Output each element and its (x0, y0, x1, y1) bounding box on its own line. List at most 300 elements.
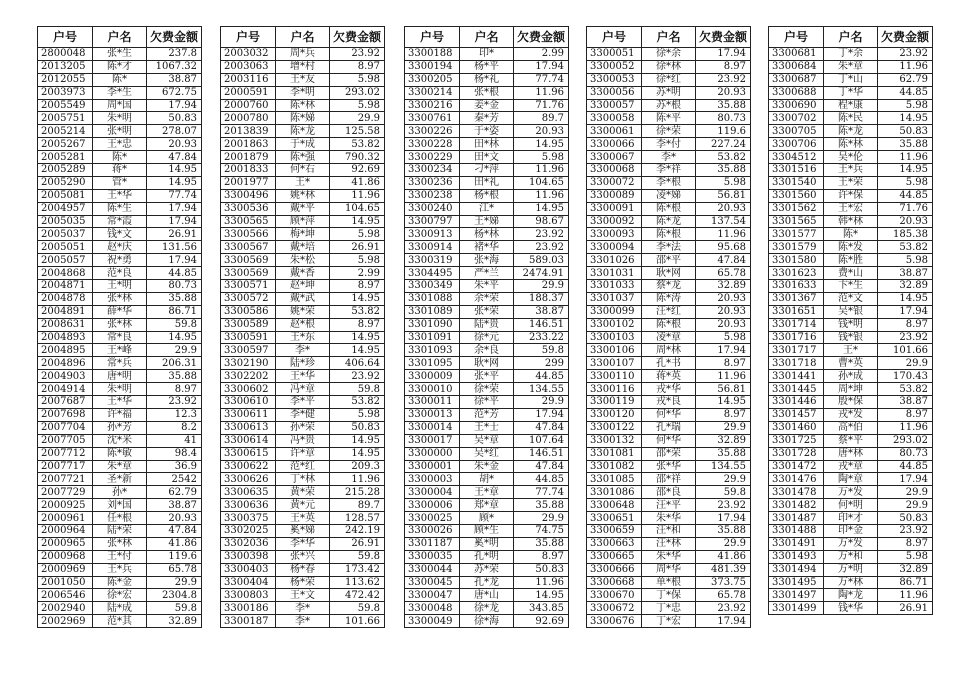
arrears-amount-cell: 71.76 (878, 202, 933, 215)
account-name-cell: 王*兵 (93, 563, 147, 576)
account-name-cell: 陈*根 (642, 228, 696, 241)
account-number-cell: 3300349 (405, 280, 460, 293)
account-name-cell: 薛*华 (93, 305, 147, 318)
arrears-amount-cell: 80.73 (147, 280, 202, 293)
arrears-amount-cell: 17.94 (147, 254, 202, 267)
arrears-amount-cell: 5.98 (330, 408, 385, 421)
account-name-cell: 余*荣 (460, 292, 514, 305)
account-number-cell: 2005281 (38, 151, 93, 164)
account-number-cell: 3300688 (769, 86, 824, 99)
arrears-amount-cell: 98.4 (147, 447, 202, 460)
table-row (405, 550, 569, 563)
account-name-cell: 奚*娣 (276, 524, 330, 537)
account-number-cell: 3301090 (405, 318, 460, 331)
account-name-cell: 陈* (93, 73, 147, 86)
account-name-cell: 李*平 (276, 396, 330, 409)
table-row (587, 408, 751, 421)
account-number-cell: 3301495 (769, 576, 824, 589)
table-row (221, 499, 385, 512)
account-name-cell: 何*右 (276, 164, 330, 177)
table-row (221, 602, 385, 615)
table-row (221, 331, 385, 344)
account-number-cell: 3300009 (405, 370, 460, 383)
account-number-cell: 3300403 (221, 563, 276, 576)
table-row (769, 447, 933, 460)
account-number-cell: 2002969 (38, 615, 93, 628)
account-name-cell: 王*华 (93, 396, 147, 409)
arrears-amount-cell: 14.95 (878, 164, 933, 177)
account-name-cell: 顾*萍 (276, 215, 330, 228)
arrears-amount-cell: 14.95 (330, 331, 385, 344)
account-number-cell: 2003116 (221, 73, 276, 86)
table-row (221, 99, 385, 112)
account-name-cell: 胡* (460, 473, 514, 486)
arrears-amount-cell: 173.42 (330, 563, 385, 576)
account-name-cell: 耿*网 (642, 267, 696, 280)
account-number-cell: 3300659 (587, 524, 642, 537)
arrears-amount-cell: 59.8 (514, 344, 569, 357)
account-name-cell: 高*伯 (824, 421, 878, 434)
table-row (38, 602, 202, 615)
arrears-amount-cell: 17.94 (147, 202, 202, 215)
arrears-amount-cell: 8.97 (330, 280, 385, 293)
account-number-cell: 3301580 (769, 254, 824, 267)
arrears-amount-cell: 5.98 (878, 99, 933, 112)
table-row (38, 615, 202, 628)
table-row (405, 383, 569, 396)
account-name-cell: 冯*贵 (276, 434, 330, 447)
account-name-cell: 徐*荣 (460, 383, 514, 396)
account-number-cell: 3300011 (405, 396, 460, 409)
account-name-cell: 张*林 (93, 537, 147, 550)
table-row (769, 602, 933, 615)
arrears-amount-cell: 589.03 (514, 254, 569, 267)
table-row (38, 60, 202, 73)
account-number-cell: 3300914 (405, 241, 460, 254)
arrears-amount-cell: 14.95 (514, 138, 569, 151)
arrears-amount-cell: 5.98 (330, 228, 385, 241)
account-number-cell: 3301623 (769, 267, 824, 280)
account-number-cell: 3301540 (769, 176, 824, 189)
account-name-cell: 冯*章 (276, 383, 330, 396)
account-name-cell: 钱*明 (824, 318, 878, 331)
table-row (587, 576, 751, 589)
arrears-amount-cell: 5.98 (696, 176, 751, 189)
account-name-cell: 印*才 (824, 512, 878, 525)
account-number-cell: 3300496 (221, 189, 276, 202)
account-name-cell: 汪*和 (642, 524, 696, 537)
arrears-amount-cell: 119.6 (147, 550, 202, 563)
account-name-cell: 徐*平 (460, 396, 514, 409)
account-name-cell: 周*国 (93, 99, 147, 112)
account-number-cell: 2004893 (38, 331, 93, 344)
table-row (38, 254, 202, 267)
table-row (405, 86, 569, 99)
account-number-cell: 3301579 (769, 241, 824, 254)
account-name-cell: 邵*祥 (642, 473, 696, 486)
arrears-amount-cell: 89.7 (514, 112, 569, 125)
account-name-cell: 李*根 (642, 176, 696, 189)
account-name-cell: 朱*华 (642, 512, 696, 525)
account-number-cell: 3301095 (405, 357, 460, 370)
account-number-cell: 2004891 (38, 305, 93, 318)
account-name-cell: 吴*章 (460, 434, 514, 447)
account-name-cell: 苏*荣 (460, 563, 514, 576)
arrears-amount-cell: 32.89 (696, 280, 751, 293)
arrears-amount-cell: 2304.8 (147, 589, 202, 602)
account-number-cell: 3300094 (587, 241, 642, 254)
account-name-cell: 李*生 (93, 86, 147, 99)
arrears-amount-cell: 56.81 (696, 189, 751, 202)
account-name-cell: 田*林 (460, 138, 514, 151)
account-name-cell: 赵*根 (276, 318, 330, 331)
account-number-cell: 3300705 (769, 125, 824, 138)
arrears-amount-cell: 77.74 (147, 189, 202, 202)
account-number-cell: 3301714 (769, 318, 824, 331)
account-number-cell: 2000780 (221, 112, 276, 125)
account-number-cell: 3301565 (769, 215, 824, 228)
account-name-cell: 增*村 (276, 60, 330, 73)
account-number-cell: 3300761 (405, 112, 460, 125)
account-name-cell: 陈*才 (93, 60, 147, 73)
arrears-amount-cell: 41 (147, 434, 202, 447)
account-name-cell: 张*华 (642, 460, 696, 473)
account-name-cell: 李* (642, 151, 696, 164)
account-name-cell: 张*兴 (276, 550, 330, 563)
account-name-cell: 王*宏 (824, 202, 878, 215)
table-row (587, 60, 751, 73)
account-number-cell: 3300635 (221, 486, 276, 499)
table-row (221, 473, 385, 486)
table-row (221, 383, 385, 396)
account-number-cell: 2008631 (38, 318, 93, 331)
account-number-cell: 3300565 (221, 215, 276, 228)
account-number-cell: 3300053 (587, 73, 642, 86)
account-name-cell: 周*坤 (824, 383, 878, 396)
account-name-cell: 王*兵 (824, 164, 878, 177)
arrears-amount-cell: 44.85 (878, 460, 933, 473)
arrears-amount-cell: 29.9 (147, 344, 202, 357)
account-number-cell: 3301478 (769, 486, 824, 499)
account-name-cell: 朱*章 (93, 460, 147, 473)
account-number-cell: 3300234 (405, 164, 460, 177)
account-name-cell: 田*礼 (460, 176, 514, 189)
account-number-cell: 3300666 (587, 563, 642, 576)
table-row (769, 215, 933, 228)
table-row (769, 176, 933, 189)
table-row (587, 473, 751, 486)
table-row (38, 563, 202, 576)
account-number-cell: 3300572 (221, 292, 276, 305)
account-name-cell: 顾* (460, 512, 514, 525)
table-row (769, 125, 933, 138)
account-number-cell: 3304512 (769, 151, 824, 164)
arrears-table-5 (768, 26, 933, 615)
account-name-cell: 卞*生 (824, 280, 878, 293)
table-row (587, 112, 751, 125)
account-number-cell: 3300103 (587, 331, 642, 344)
table-row (221, 421, 385, 434)
account-number-cell: 2005037 (38, 228, 93, 241)
account-name-cell: 李* (276, 615, 330, 628)
account-name-cell: 王*士 (460, 421, 514, 434)
account-name-cell: 陈*敏 (93, 447, 147, 460)
arrears-amount-cell: 35.88 (696, 447, 751, 460)
account-number-cell: 3300049 (405, 615, 460, 628)
account-name-cell: 唐*林 (824, 447, 878, 460)
arrears-amount-cell: 188.37 (514, 292, 569, 305)
table-row (769, 99, 933, 112)
table-row (38, 447, 202, 460)
table-row (587, 176, 751, 189)
table-row (769, 357, 933, 370)
arrears-table-3 (404, 26, 569, 628)
table-row (769, 473, 933, 486)
account-name-cell: 褚*华 (460, 241, 514, 254)
arrears-amount-cell: 14.95 (878, 112, 933, 125)
account-name-cell: 朱*平 (460, 280, 514, 293)
account-number-cell: 3300052 (587, 60, 642, 73)
arrears-amount-cell: 20.93 (878, 215, 933, 228)
table-row (221, 370, 385, 383)
table-row (587, 447, 751, 460)
table-row (38, 408, 202, 421)
account-name-cell: 刘*国 (93, 499, 147, 512)
table-row (587, 292, 751, 305)
arrears-amount-cell: 299 (514, 357, 569, 370)
account-number-cell: 3300061 (587, 125, 642, 138)
table-row (38, 486, 202, 499)
table-row (38, 176, 202, 189)
account-number-cell: 3300566 (221, 228, 276, 241)
table-row (587, 357, 751, 370)
table-row (587, 151, 751, 164)
arrears-amount-cell: 23.92 (878, 331, 933, 344)
account-number-cell: 3302036 (221, 537, 276, 550)
arrears-amount-cell: 65.78 (696, 589, 751, 602)
arrears-amount-cell: 38.87 (878, 267, 933, 280)
account-name-cell: 王*文 (276, 589, 330, 602)
arrears-amount-cell: 80.73 (696, 112, 751, 125)
header-row (587, 27, 751, 48)
arrears-amount-cell: 119.6 (696, 125, 751, 138)
table-row (405, 241, 569, 254)
account-name-cell: 姚*荣 (276, 305, 330, 318)
table-row (38, 460, 202, 473)
table-row (587, 589, 751, 602)
account-name-cell: 李*华 (276, 537, 330, 550)
account-number-cell: 3301367 (769, 292, 824, 305)
table-row (38, 524, 202, 537)
arrears-amount-cell: 89.7 (330, 499, 385, 512)
arrears-amount-cell: 14.95 (696, 396, 751, 409)
header-account-name: 户名 (460, 27, 514, 48)
arrears-amount-cell: 8.2 (147, 421, 202, 434)
account-name-cell: 耿*网 (460, 357, 514, 370)
account-number-cell: 3300229 (405, 151, 460, 164)
arrears-amount-cell: 47.84 (514, 460, 569, 473)
arrears-amount-cell: 41.86 (330, 176, 385, 189)
table-row (405, 73, 569, 86)
table-row (769, 305, 933, 318)
account-name-cell: 黄*荣 (276, 486, 330, 499)
account-number-cell: 3301089 (405, 305, 460, 318)
table-row (769, 512, 933, 525)
table-row (405, 189, 569, 202)
account-number-cell: 3300226 (405, 125, 460, 138)
account-number-cell: 2004903 (38, 370, 93, 383)
account-number-cell: 3301472 (769, 460, 824, 473)
arrears-amount-cell: 11.96 (878, 60, 933, 73)
arrears-amount-cell: 32.89 (147, 615, 202, 628)
table-row (221, 228, 385, 241)
table-row (38, 305, 202, 318)
account-name-cell: 徐*红 (642, 73, 696, 86)
account-number-cell: 3301088 (405, 292, 460, 305)
table-row (587, 563, 751, 576)
account-number-cell: 3300067 (587, 151, 642, 164)
account-name-cell: 戎*良 (642, 396, 696, 409)
table-row (587, 254, 751, 267)
table-row (405, 60, 569, 73)
table-row (38, 86, 202, 99)
arrears-amount-cell: 20.93 (696, 86, 751, 99)
table-row (221, 434, 385, 447)
account-name-cell: 范*红 (276, 460, 330, 473)
account-number-cell: 3301488 (769, 524, 824, 537)
account-number-cell: 3301516 (769, 164, 824, 177)
account-number-cell: 3301494 (769, 563, 824, 576)
account-name-cell: 王* (824, 344, 878, 357)
header-account-number: 户号 (38, 27, 93, 48)
account-name-cell: 徐*龙 (460, 602, 514, 615)
table-row (587, 331, 751, 344)
account-name-cell: 戴*培 (276, 241, 330, 254)
account-name-cell: 孙*成 (824, 370, 878, 383)
arrears-amount-cell: 14.95 (514, 589, 569, 602)
table-row (221, 447, 385, 460)
account-number-cell: 3300240 (405, 202, 460, 215)
arrears-amount-cell: 59.8 (147, 602, 202, 615)
table-row (769, 524, 933, 537)
table-row (405, 267, 569, 280)
account-name-cell: 陈*林 (276, 99, 330, 112)
account-number-cell: 3300567 (221, 241, 276, 254)
account-name-cell: 朱*明 (93, 383, 147, 396)
account-name-cell: 杨*春 (276, 563, 330, 576)
arrears-amount-cell: 2474.91 (514, 267, 569, 280)
arrears-amount-cell: 20.93 (696, 318, 751, 331)
account-number-cell: 3302025 (221, 524, 276, 537)
account-name-cell: 丁*保 (642, 589, 696, 602)
table-row (221, 48, 385, 61)
account-name-cell: 常*霞 (93, 215, 147, 228)
table-row (38, 499, 202, 512)
account-name-cell: 陈*涛 (642, 292, 696, 305)
arrears-amount-cell: 29.9 (878, 499, 933, 512)
table-row (405, 254, 569, 267)
table-row (405, 524, 569, 537)
account-number-cell: 2007729 (38, 486, 93, 499)
arrears-amount-cell: 293.02 (330, 86, 385, 99)
table-row (587, 189, 751, 202)
account-number-cell: 3300106 (587, 344, 642, 357)
account-name-cell: 王* (276, 176, 330, 189)
table-row (38, 537, 202, 550)
table-row (221, 292, 385, 305)
arrears-amount-cell: 29.9 (878, 357, 933, 370)
account-number-cell: 3300006 (405, 499, 460, 512)
arrears-amount-cell: 26.91 (878, 602, 933, 615)
arrears-amount-cell: 29.9 (696, 473, 751, 486)
account-name-cell: 陈*生 (93, 202, 147, 215)
table-row (405, 344, 569, 357)
table-row (769, 48, 933, 61)
account-name-cell: 凌*娣 (642, 189, 696, 202)
arrears-amount-cell: 134.55 (514, 383, 569, 396)
account-number-cell: 3300615 (221, 447, 276, 460)
account-number-cell: 2007721 (38, 473, 93, 486)
account-number-cell: 3301441 (769, 370, 824, 383)
account-number-cell: 3300066 (587, 138, 642, 151)
account-name-cell: 何*华 (642, 434, 696, 447)
account-name-cell: 王*章 (460, 486, 514, 499)
account-number-cell: 3301716 (769, 331, 824, 344)
table-row (769, 589, 933, 602)
account-number-cell: 3301457 (769, 408, 824, 421)
account-name-cell: 徐*荣 (642, 125, 696, 138)
account-number-cell: 3301497 (769, 589, 824, 602)
account-number-cell: 3301487 (769, 512, 824, 525)
account-number-cell: 3301446 (769, 396, 824, 409)
arrears-amount-cell: 11.96 (696, 370, 751, 383)
account-name-cell: 祝*勇 (93, 254, 147, 267)
arrears-amount-cell: 237.8 (147, 48, 202, 61)
table-row (587, 241, 751, 254)
account-name-cell: 王*峰 (93, 344, 147, 357)
account-number-cell: 2005035 (38, 215, 93, 228)
table-row (221, 537, 385, 550)
account-number-cell: 3300188 (405, 48, 460, 61)
account-number-cell: 3300004 (405, 486, 460, 499)
account-name-cell: 陆*成 (93, 602, 147, 615)
account-number-cell: 3301728 (769, 447, 824, 460)
arrears-amount-cell: 481.39 (696, 563, 751, 576)
arrears-amount-cell: 373.75 (696, 576, 751, 589)
table-row (769, 292, 933, 305)
table-row (38, 202, 202, 215)
arrears-amount-cell: 17.94 (696, 512, 751, 525)
account-name-cell: 孙* (93, 486, 147, 499)
table-row (38, 331, 202, 344)
account-number-cell: 2000968 (38, 550, 93, 563)
table-row (38, 589, 202, 602)
account-name-cell: 陈*龙 (276, 125, 330, 138)
arrears-amount-cell: 38.87 (878, 396, 933, 409)
arrears-amount-cell: 17.94 (696, 615, 751, 628)
table-row (38, 512, 202, 525)
table-row (769, 370, 933, 383)
table-row (221, 176, 385, 189)
account-number-cell: 3300122 (587, 421, 642, 434)
arrears-amount-cell: 59.8 (147, 318, 202, 331)
table-row (38, 138, 202, 151)
account-number-cell: 3300702 (769, 112, 824, 125)
account-name-cell: 戎*华 (642, 383, 696, 396)
account-name-cell: 杨*荣 (276, 576, 330, 589)
account-number-cell: 3301560 (769, 189, 824, 202)
table-row (405, 473, 569, 486)
